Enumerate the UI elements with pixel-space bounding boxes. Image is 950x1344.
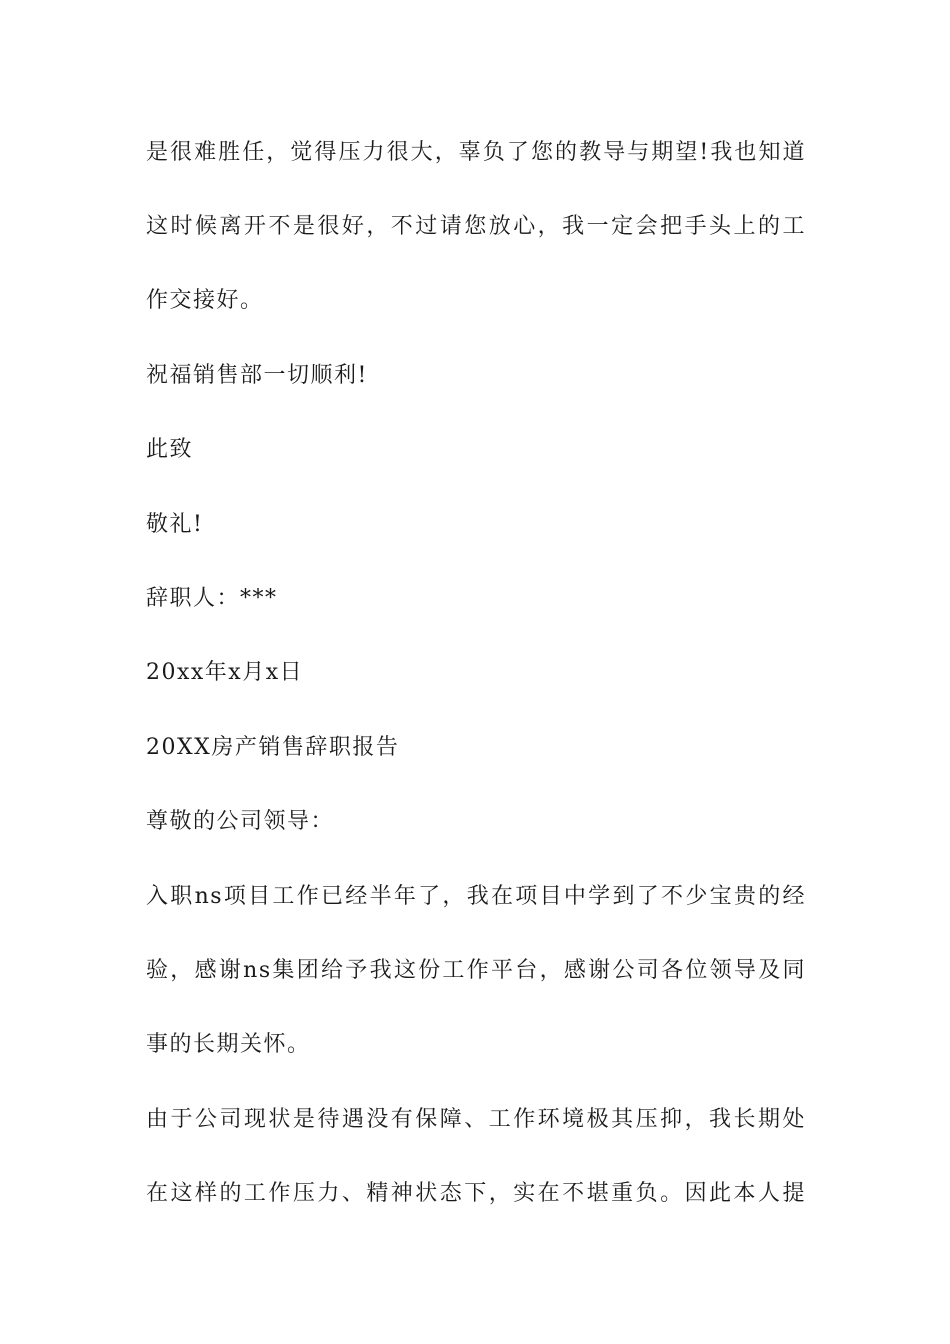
paragraph-line: 事的长期关怀。 xyxy=(146,1032,311,1057)
paragraph-line: 这时候离开不是很好，不过请您放心，我一定会把手头上的工 xyxy=(146,214,806,239)
signature-line: 辞职人：*** xyxy=(146,586,278,611)
paragraph-line: 祝福销售部一切顺利! xyxy=(146,363,368,388)
paragraph-line: 作交接好。 xyxy=(146,288,264,313)
closing-line: 此致 xyxy=(146,437,194,462)
paragraph-line: 入职ns项目工作已经半年了，我在项目中学到了不少宝贵的经 xyxy=(146,884,806,909)
closing-line: 敬礼! xyxy=(146,512,204,537)
paragraph-line: 由于公司现状是待遇没有保障、工作环境极其压抑，我长期处 xyxy=(146,1107,806,1132)
date-line: 20xx年x月x日 xyxy=(146,660,304,685)
section-title: 20XX房产销售辞职报告 xyxy=(146,735,400,760)
paragraph-line: 是很难胜任，觉得压力很大，辜负了您的教导与期望!我也知道 xyxy=(146,140,806,165)
paragraph-line: 在这样的工作压力、精神状态下，实在不堪重负。因此本人提 xyxy=(146,1181,806,1206)
salutation-line: 尊敬的公司领导： xyxy=(146,809,335,834)
paragraph-line: 验，感谢ns集团给予我这份工作平台，感谢公司各位领导及同 xyxy=(146,958,806,983)
